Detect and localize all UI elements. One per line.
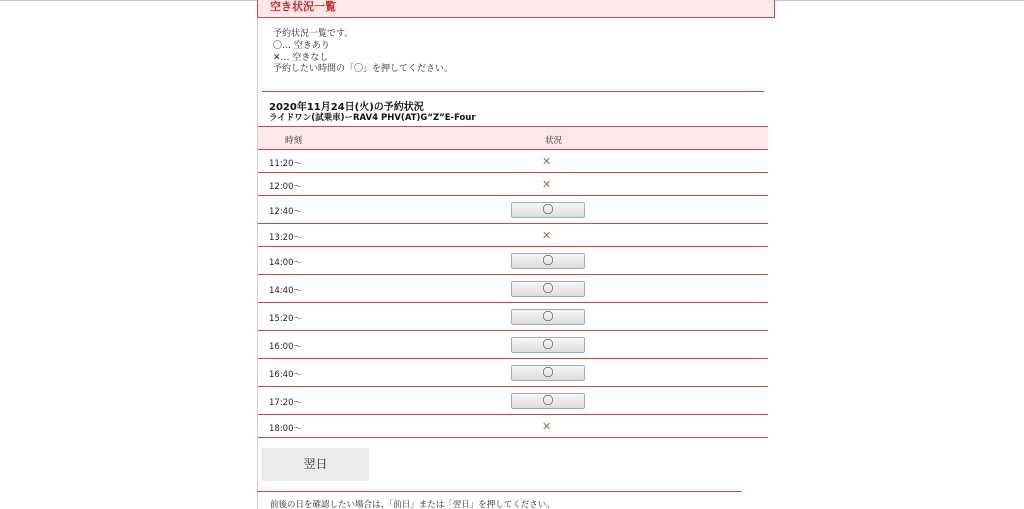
table-row	[258, 173, 768, 196]
table-row	[258, 415, 768, 438]
car-title: ライドワン(試乗車)ーRAV4 PHV(AT)G“Z”E-Four	[269, 113, 476, 123]
reserve-slot-button[interactable]: 〇	[511, 253, 585, 269]
intro-text	[273, 29, 453, 76]
unavailable-cross-icon: ✕	[542, 228, 552, 242]
next-day-button[interactable]: 翌日	[262, 448, 369, 481]
table-row	[258, 359, 768, 387]
cross-icon: ✕	[273, 52, 281, 63]
intro-line: 予約状況一覧です。	[273, 29, 354, 39]
unavailable-cross-icon: ✕	[542, 177, 552, 191]
table-row	[258, 275, 768, 303]
row-time: 14:40〜	[269, 286, 302, 296]
table-row	[258, 247, 768, 275]
table-row	[258, 303, 768, 331]
table-row	[258, 331, 768, 359]
divider	[262, 91, 764, 92]
section-title: 空き状況一覧	[270, 0, 336, 13]
table-row	[258, 150, 768, 173]
table-row	[258, 387, 768, 415]
reserve-slot-button[interactable]: 〇	[511, 365, 585, 381]
footer-note: 前後の日を確認したい場合は、「前日」または「翌日」を押してください。	[270, 500, 555, 509]
row-time: 12:40〜	[269, 207, 302, 217]
table-header	[258, 126, 768, 150]
schedule-date-title: 2020年11月24日(火)の予約状況	[269, 102, 424, 113]
table-row	[258, 224, 768, 247]
unavailable-cross-icon: ✕	[542, 154, 552, 168]
row-time: 11:20〜	[269, 158, 302, 169]
reserve-slot-button[interactable]: 〇	[511, 309, 585, 325]
reserve-slot-button[interactable]: 〇	[511, 281, 585, 297]
divider	[257, 491, 742, 492]
circle-icon: 〇	[273, 40, 283, 51]
row-time: 12:00〜	[269, 181, 302, 192]
row-time: 15:20〜	[269, 314, 302, 324]
row-time: 18:00〜	[269, 423, 302, 434]
legend-available-text: … 空きあり	[282, 40, 330, 51]
legend-unavailable	[273, 53, 453, 65]
column-header-status: 状況	[545, 136, 563, 146]
section-header	[257, 0, 775, 18]
reserve-slot-button[interactable]: 〇	[511, 337, 585, 353]
legend-unavailable-text: … 空きなし	[280, 52, 329, 63]
reserve-slot-button[interactable]: 〇	[511, 202, 585, 218]
row-time: 16:40〜	[269, 370, 302, 380]
row-time: 13:20〜	[269, 232, 302, 243]
row-time: 16:00〜	[269, 342, 302, 352]
row-time: 14:00〜	[269, 258, 302, 268]
table-row	[258, 196, 768, 224]
legend-available	[273, 41, 453, 53]
row-time: 17:20〜	[269, 398, 302, 408]
column-header-time: 時刻	[285, 136, 303, 146]
instruction-text: 予約したい時間の「〇」を押してください。	[273, 64, 454, 75]
unavailable-cross-icon: ✕	[542, 419, 552, 433]
reserve-slot-button[interactable]: 〇	[511, 393, 585, 409]
schedule-table	[258, 126, 768, 438]
